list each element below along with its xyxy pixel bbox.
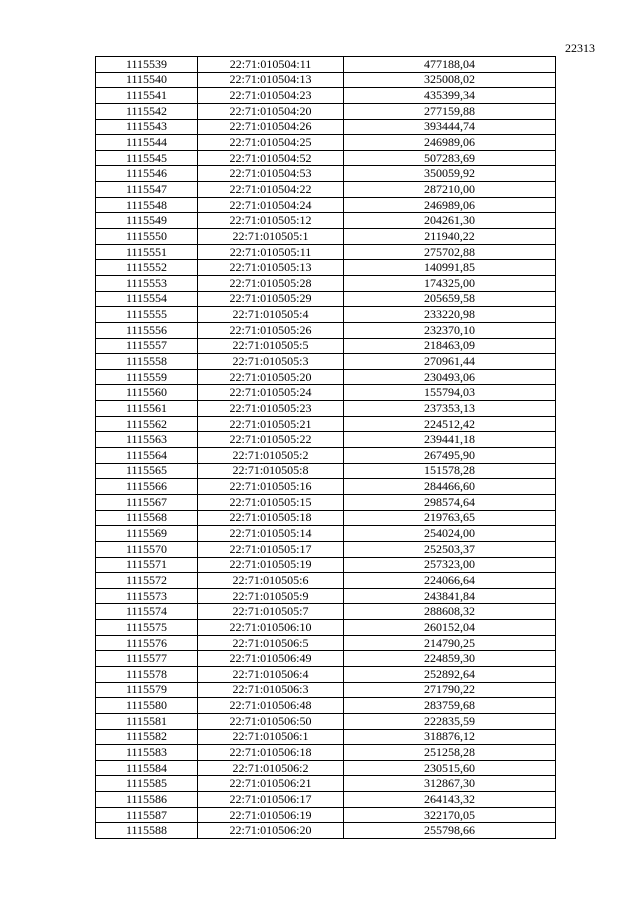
cadastral-number-cell: 22:71:010505:20 bbox=[198, 369, 344, 385]
cadastral-value-cell: 224512,42 bbox=[344, 416, 556, 432]
table-row bbox=[96, 588, 556, 604]
row-number-cell: 1115549 bbox=[96, 213, 198, 229]
table-row bbox=[96, 307, 556, 323]
row-number-cell: 1115563 bbox=[96, 432, 198, 448]
row-number-cell: 1115587 bbox=[96, 807, 198, 823]
cadastral-number-cell: 22:71:010505:8 bbox=[198, 463, 344, 479]
row-number-cell: 1115581 bbox=[96, 713, 198, 729]
table-row bbox=[96, 72, 556, 88]
cadastral-number-cell: 22:71:010504:23 bbox=[198, 88, 344, 104]
table-row bbox=[96, 807, 556, 823]
table-row bbox=[96, 729, 556, 745]
cadastral-value-cell: 507283,69 bbox=[344, 150, 556, 166]
cadastral-value-cell: 204261,30 bbox=[344, 213, 556, 229]
cadastral-value-cell: 271790,22 bbox=[344, 682, 556, 698]
cadastral-number-cell: 22:71:010504:20 bbox=[198, 103, 344, 119]
cadastral-number-cell: 22:71:010504:13 bbox=[198, 72, 344, 88]
table-row bbox=[96, 463, 556, 479]
table-row bbox=[96, 385, 556, 401]
cadastral-number-cell: 22:71:010506:1 bbox=[198, 729, 344, 745]
cadastral-value-cell: 239441,18 bbox=[344, 432, 556, 448]
row-number-cell: 1115576 bbox=[96, 635, 198, 651]
cadastral-value-cell: 224859,30 bbox=[344, 651, 556, 667]
table-row bbox=[96, 432, 556, 448]
table-row bbox=[96, 541, 556, 557]
table-row bbox=[96, 620, 556, 636]
table-row bbox=[96, 713, 556, 729]
row-number-cell: 1115561 bbox=[96, 401, 198, 417]
cadastral-number-cell: 22:71:010505:24 bbox=[198, 385, 344, 401]
row-number-cell: 1115573 bbox=[96, 588, 198, 604]
row-number-cell: 1115548 bbox=[96, 197, 198, 213]
table-row bbox=[96, 229, 556, 245]
table-row bbox=[96, 698, 556, 714]
row-number-cell: 1115541 bbox=[96, 88, 198, 104]
cadastral-number-cell: 22:71:010505:9 bbox=[198, 588, 344, 604]
cadastral-number-cell: 22:71:010505:12 bbox=[198, 213, 344, 229]
cadastral-number-cell: 22:71:010506:2 bbox=[198, 760, 344, 776]
cadastral-number-cell: 22:71:010505:2 bbox=[198, 448, 344, 464]
table-row bbox=[96, 119, 556, 135]
row-number-cell: 1115544 bbox=[96, 135, 198, 151]
table-row bbox=[96, 573, 556, 589]
row-number-cell: 1115584 bbox=[96, 760, 198, 776]
cadastral-number-cell: 22:71:010505:19 bbox=[198, 557, 344, 573]
row-number-cell: 1115562 bbox=[96, 416, 198, 432]
table-row bbox=[96, 760, 556, 776]
row-number-cell: 1115554 bbox=[96, 291, 198, 307]
cadastral-value-cell: 270961,44 bbox=[344, 354, 556, 370]
cadastral-number-cell: 22:71:010506:20 bbox=[198, 823, 344, 839]
row-number-cell: 1115552 bbox=[96, 260, 198, 276]
row-number-cell: 1115556 bbox=[96, 322, 198, 338]
table-row bbox=[96, 275, 556, 291]
cadastral-number-cell: 22:71:010505:18 bbox=[198, 510, 344, 526]
cadastral-value-cell: 260152,04 bbox=[344, 620, 556, 636]
cadastral-number-cell: 22:71:010504:22 bbox=[198, 182, 344, 198]
cadastral-value-cell: 230493,06 bbox=[344, 369, 556, 385]
cadastral-value-cell: 277159,88 bbox=[344, 103, 556, 119]
cadastral-value-cell: 246989,06 bbox=[344, 197, 556, 213]
row-number-cell: 1115580 bbox=[96, 698, 198, 714]
cadastral-value-cell: 246989,06 bbox=[344, 135, 556, 151]
row-number-cell: 1115574 bbox=[96, 604, 198, 620]
table-row bbox=[96, 823, 556, 839]
cadastral-value-cell: 298574,64 bbox=[344, 494, 556, 510]
cadastral-value-cell: 219763,65 bbox=[344, 510, 556, 526]
cadastral-number-cell: 22:71:010504:25 bbox=[198, 135, 344, 151]
cadastral-value-cell: 243841,84 bbox=[344, 588, 556, 604]
cadastral-number-cell: 22:71:010504:53 bbox=[198, 166, 344, 182]
row-number-cell: 1115588 bbox=[96, 823, 198, 839]
cadastral-value-cell: 214790,25 bbox=[344, 635, 556, 651]
cadastral-value-cell: 151578,28 bbox=[344, 463, 556, 479]
cadastral-number-cell: 22:71:010505:1 bbox=[198, 229, 344, 245]
table-row bbox=[96, 651, 556, 667]
cadastral-value-cell: 224066,64 bbox=[344, 573, 556, 589]
table-row bbox=[96, 182, 556, 198]
cadastral-value-cell: 252892,64 bbox=[344, 666, 556, 682]
row-number-cell: 1115583 bbox=[96, 745, 198, 761]
cadastral-number-cell: 22:71:010505:11 bbox=[198, 244, 344, 260]
cadastral-number-cell: 22:71:010505:13 bbox=[198, 260, 344, 276]
row-number-cell: 1115568 bbox=[96, 510, 198, 526]
cadastral-number-cell: 22:71:010505:3 bbox=[198, 354, 344, 370]
row-number-cell: 1115564 bbox=[96, 448, 198, 464]
cadastral-number-cell: 22:71:010506:17 bbox=[198, 792, 344, 808]
table-row bbox=[96, 666, 556, 682]
cadastral-number-cell: 22:71:010506:4 bbox=[198, 666, 344, 682]
table-row bbox=[96, 197, 556, 213]
row-number-cell: 1115542 bbox=[96, 103, 198, 119]
row-number-cell: 1115553 bbox=[96, 275, 198, 291]
row-number-cell: 1115572 bbox=[96, 573, 198, 589]
row-number-cell: 1115567 bbox=[96, 494, 198, 510]
table-row bbox=[96, 494, 556, 510]
cadastral-number-cell: 22:71:010506:50 bbox=[198, 713, 344, 729]
cadastral-number-cell: 22:71:010505:5 bbox=[198, 338, 344, 354]
table-row bbox=[96, 260, 556, 276]
table-row bbox=[96, 479, 556, 495]
row-number-cell: 1115560 bbox=[96, 385, 198, 401]
row-number-cell: 1115578 bbox=[96, 666, 198, 682]
cadastral-number-cell: 22:71:010505:23 bbox=[198, 401, 344, 417]
cadastral-value-cell: 350059,92 bbox=[344, 166, 556, 182]
cadastral-number-cell: 22:71:010506:3 bbox=[198, 682, 344, 698]
cadastral-value-cell: 233220,98 bbox=[344, 307, 556, 323]
cadastral-number-cell: 22:71:010505:26 bbox=[198, 322, 344, 338]
table-row bbox=[96, 369, 556, 385]
table-row bbox=[96, 244, 556, 260]
table-row bbox=[96, 604, 556, 620]
table-row bbox=[96, 526, 556, 542]
row-number-cell: 1115577 bbox=[96, 651, 198, 667]
cadastral-number-cell: 22:71:010506:5 bbox=[198, 635, 344, 651]
table-row bbox=[96, 322, 556, 338]
table-row bbox=[96, 745, 556, 761]
row-number-cell: 1115543 bbox=[96, 119, 198, 135]
row-number-cell: 1115545 bbox=[96, 150, 198, 166]
row-number-cell: 1115575 bbox=[96, 620, 198, 636]
cadastral-value-cell: 264143,32 bbox=[344, 792, 556, 808]
cadastral-number-cell: 22:71:010505:16 bbox=[198, 479, 344, 495]
cadastral-number-cell: 22:71:010504:26 bbox=[198, 119, 344, 135]
cadastral-value-cell: 435399,34 bbox=[344, 88, 556, 104]
row-number-cell: 1115551 bbox=[96, 244, 198, 260]
cadastral-number-cell: 22:71:010505:15 bbox=[198, 494, 344, 510]
cadastral-number-cell: 22:71:010505:14 bbox=[198, 526, 344, 542]
table-row bbox=[96, 510, 556, 526]
cadastral-number-cell: 22:71:010505:6 bbox=[198, 573, 344, 589]
table-row bbox=[96, 557, 556, 573]
cadastral-number-cell: 22:71:010506:48 bbox=[198, 698, 344, 714]
cadastral-value-cell: 205659,58 bbox=[344, 291, 556, 307]
table-row bbox=[96, 338, 556, 354]
cadastral-value-cell: 312867,30 bbox=[344, 776, 556, 792]
cadastral-number-cell: 22:71:010504:24 bbox=[198, 197, 344, 213]
table-row bbox=[96, 448, 556, 464]
cadastral-number-cell: 22:71:010506:18 bbox=[198, 745, 344, 761]
cadastral-number-cell: 22:71:010504:52 bbox=[198, 150, 344, 166]
cadastral-value-cell: 275702,88 bbox=[344, 244, 556, 260]
table-row bbox=[96, 792, 556, 808]
table-row bbox=[96, 150, 556, 166]
table-row bbox=[96, 416, 556, 432]
row-number-cell: 1115570 bbox=[96, 541, 198, 557]
row-number-cell: 1115586 bbox=[96, 792, 198, 808]
cadastral-value-cell: 284466,60 bbox=[344, 479, 556, 495]
table-row bbox=[96, 135, 556, 151]
cadastral-number-cell: 22:71:010506:19 bbox=[198, 807, 344, 823]
row-number-cell: 1115557 bbox=[96, 338, 198, 354]
cadastral-number-cell: 22:71:010505:4 bbox=[198, 307, 344, 323]
table-row bbox=[96, 682, 556, 698]
cadastral-value-cell: 288608,32 bbox=[344, 604, 556, 620]
cadastral-value-cell: 232370,10 bbox=[344, 322, 556, 338]
cadastral-value-cell: 237353,13 bbox=[344, 401, 556, 417]
cadastral-value-cell: 267495,90 bbox=[344, 448, 556, 464]
cadastral-value-cell: 211940,22 bbox=[344, 229, 556, 245]
row-number-cell: 1115566 bbox=[96, 479, 198, 495]
row-number-cell: 1115550 bbox=[96, 229, 198, 245]
cadastral-value-cell: 230515,60 bbox=[344, 760, 556, 776]
cadastral-value-cell: 251258,28 bbox=[344, 745, 556, 761]
cadastral-value-cell: 222835,59 bbox=[344, 713, 556, 729]
cadastral-number-cell: 22:71:010505:28 bbox=[198, 275, 344, 291]
cadastral-number-cell: 22:71:010505:22 bbox=[198, 432, 344, 448]
table-row bbox=[96, 57, 556, 73]
table-row bbox=[96, 635, 556, 651]
row-number-cell: 1115546 bbox=[96, 166, 198, 182]
cadastral-value-cell: 393444,74 bbox=[344, 119, 556, 135]
cadastral-value-cell: 254024,00 bbox=[344, 526, 556, 542]
row-number-cell: 1115540 bbox=[96, 72, 198, 88]
row-number-cell: 1115585 bbox=[96, 776, 198, 792]
cadastral-number-cell: 22:71:010506:10 bbox=[198, 620, 344, 636]
table-row bbox=[96, 401, 556, 417]
row-number-cell: 1115539 bbox=[96, 57, 198, 73]
table-row bbox=[96, 291, 556, 307]
cadastral-value-cell: 325008,02 bbox=[344, 72, 556, 88]
cadastral-value-cell: 255798,66 bbox=[344, 823, 556, 839]
cadastral-value-cell: 322170,05 bbox=[344, 807, 556, 823]
cadastral-number-cell: 22:71:010505:7 bbox=[198, 604, 344, 620]
cadastral-value-cell: 140991,85 bbox=[344, 260, 556, 276]
row-number-cell: 1115569 bbox=[96, 526, 198, 542]
table-row bbox=[96, 776, 556, 792]
row-number-cell: 1115558 bbox=[96, 354, 198, 370]
table-row bbox=[96, 213, 556, 229]
cadastral-number-cell: 22:71:010505:17 bbox=[198, 541, 344, 557]
cadastral-number-cell: 22:71:010506:49 bbox=[198, 651, 344, 667]
table-body bbox=[96, 57, 556, 839]
row-number-cell: 1115565 bbox=[96, 463, 198, 479]
row-number-cell: 1115559 bbox=[96, 369, 198, 385]
cadastral-number-cell: 22:71:010504:11 bbox=[198, 57, 344, 73]
page-number: 22313 bbox=[565, 41, 595, 55]
cadastral-value-cell: 257323,00 bbox=[344, 557, 556, 573]
table-row bbox=[96, 166, 556, 182]
cadastral-value-cell: 318876,12 bbox=[344, 729, 556, 745]
row-number-cell: 1115571 bbox=[96, 557, 198, 573]
cadastral-number-cell: 22:71:010505:29 bbox=[198, 291, 344, 307]
row-number-cell: 1115582 bbox=[96, 729, 198, 745]
cadastral-value-cell: 477188,04 bbox=[344, 57, 556, 73]
cadastral-value-table bbox=[95, 56, 556, 839]
row-number-cell: 1115547 bbox=[96, 182, 198, 198]
cadastral-number-cell: 22:71:010505:21 bbox=[198, 416, 344, 432]
table-row bbox=[96, 354, 556, 370]
row-number-cell: 1115579 bbox=[96, 682, 198, 698]
cadastral-number-cell: 22:71:010506:21 bbox=[198, 776, 344, 792]
table-row bbox=[96, 103, 556, 119]
cadastral-value-cell: 174325,00 bbox=[344, 275, 556, 291]
cadastral-value-cell: 252503,37 bbox=[344, 541, 556, 557]
table-row bbox=[96, 88, 556, 104]
cadastral-value-cell: 155794,03 bbox=[344, 385, 556, 401]
row-number-cell: 1115555 bbox=[96, 307, 198, 323]
cadastral-value-cell: 287210,00 bbox=[344, 182, 556, 198]
cadastral-value-cell: 218463,09 bbox=[344, 338, 556, 354]
cadastral-value-cell: 283759,68 bbox=[344, 698, 556, 714]
